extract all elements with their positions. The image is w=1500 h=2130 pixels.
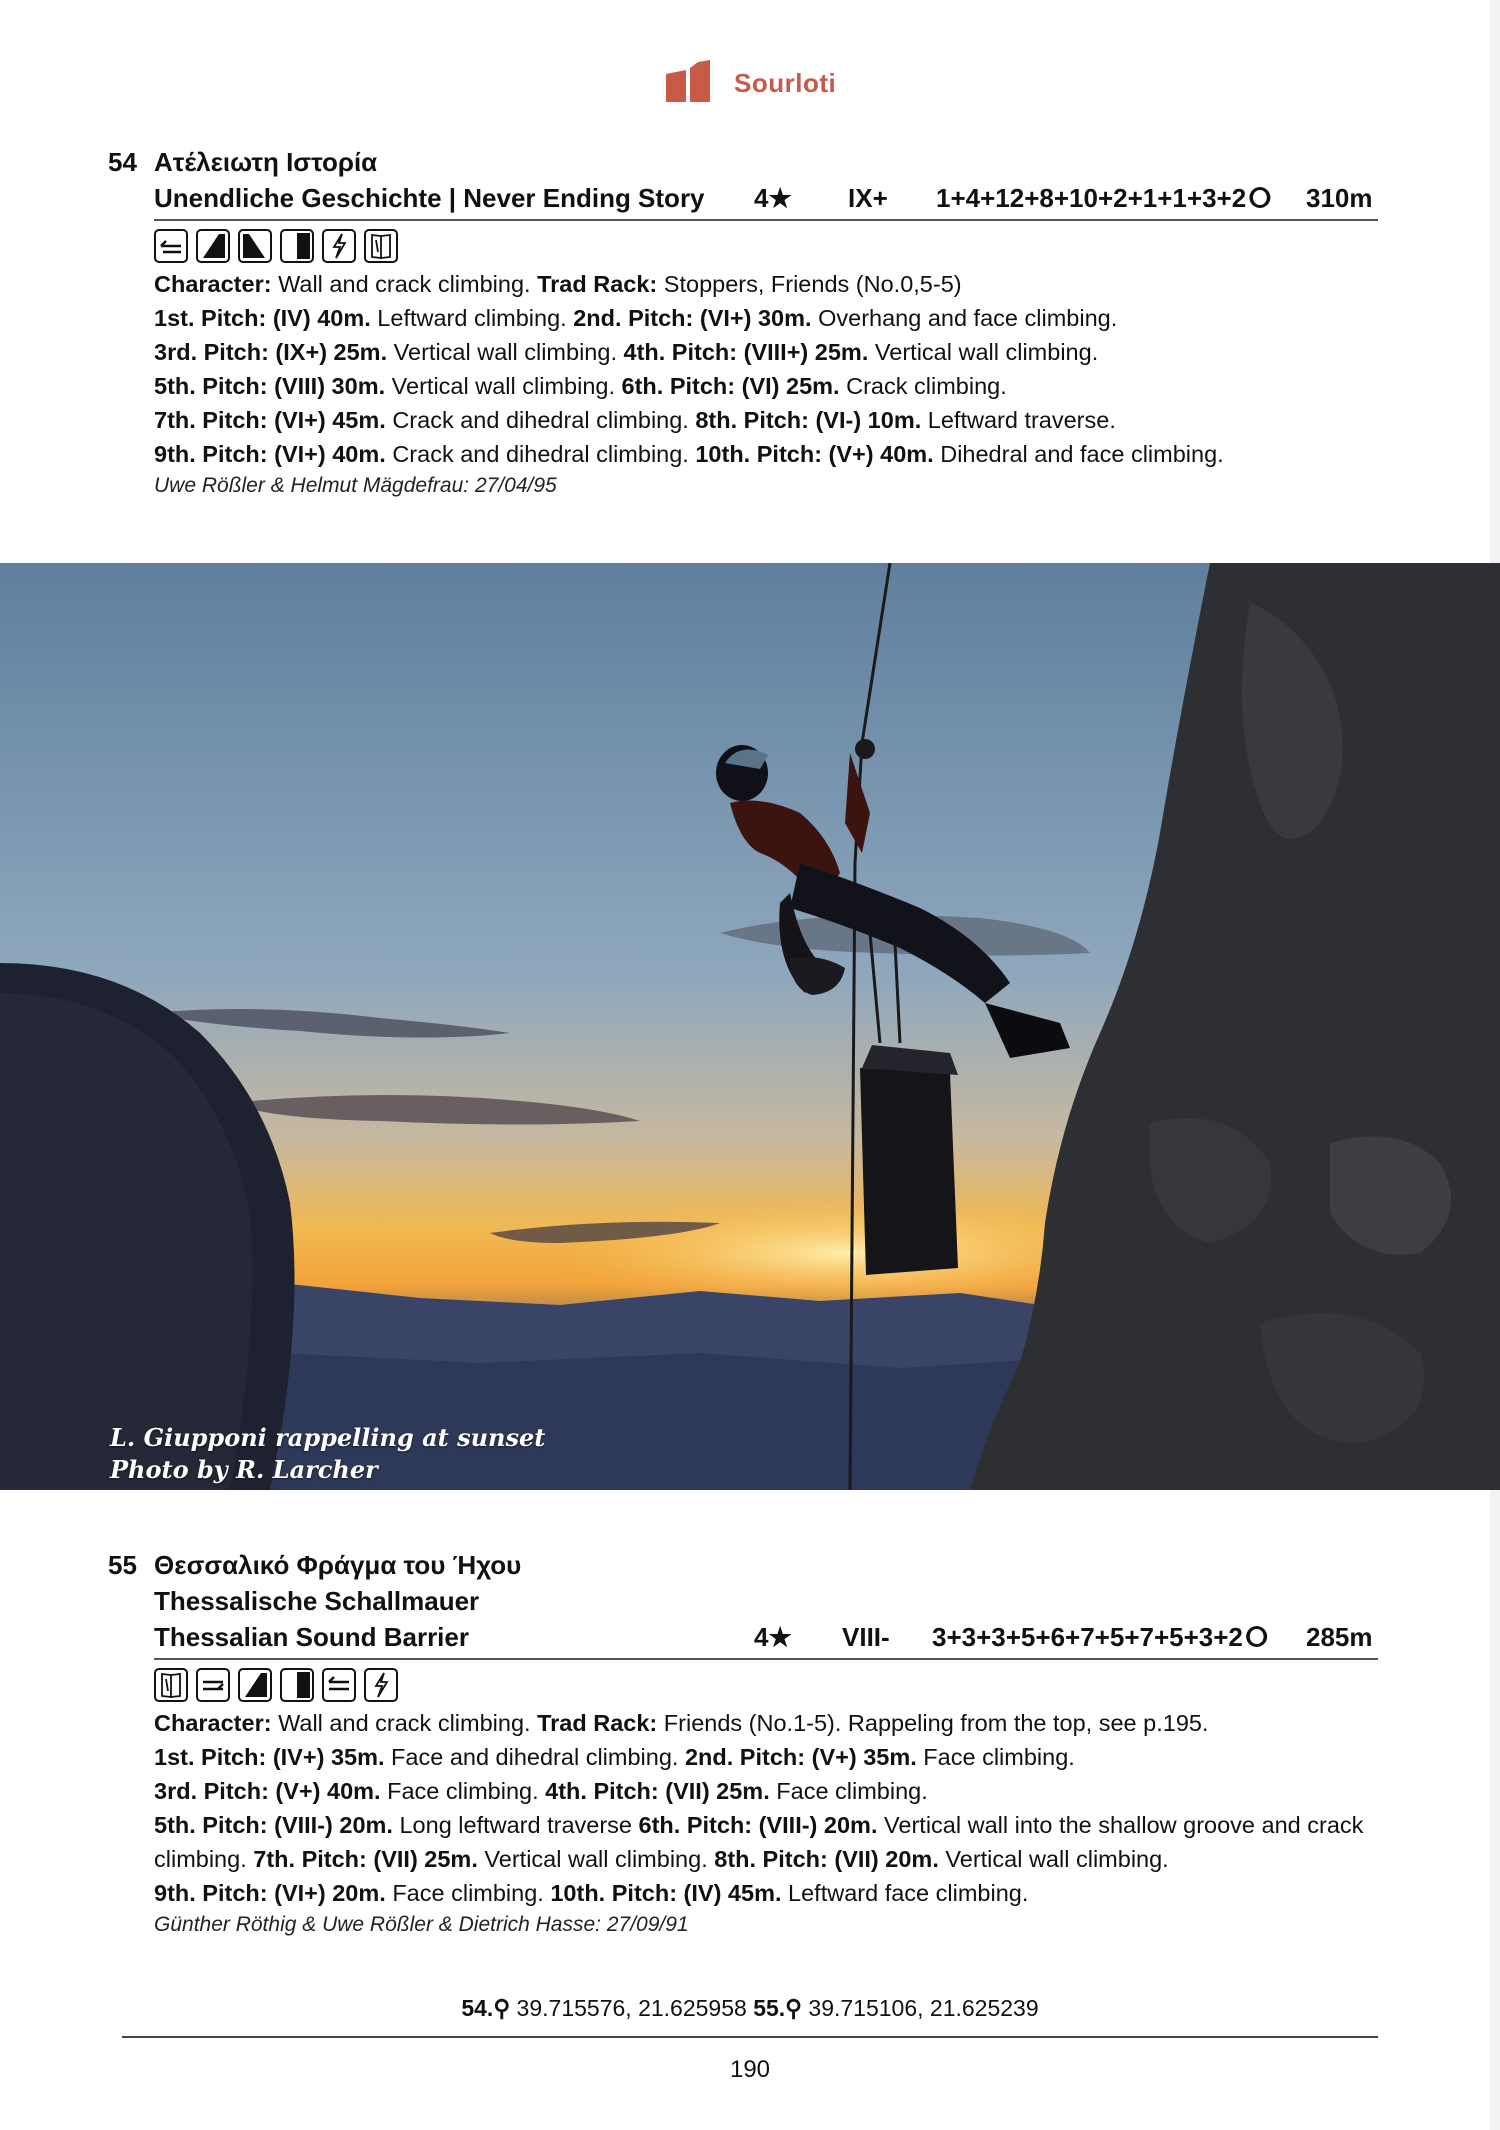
caption-credit: Photo by R. Larcher — [110, 1455, 378, 1484]
character-line: Character: Wall and crack climbing. Trad Rack: Stoppers, Friends (No.0,5-5) — [154, 271, 962, 297]
overhang-left-icon — [196, 229, 230, 263]
gps-coordinates — [0, 1995, 1500, 2022]
route-grade: VIII- — [842, 1622, 890, 1652]
traverse-icon — [322, 1668, 356, 1702]
wall-icon — [280, 229, 314, 263]
route-title-greek: Θεσσαλικό Φράγμα του Ήχου — [154, 1550, 522, 1580]
pitch-line: 9th. Pitch: (VI+) 20m. Face climbing. 10th. Pitch: (IV) 45m. Leftward face climbing. — [154, 1880, 1029, 1906]
route-length: 285m — [1306, 1622, 1373, 1652]
footer-divider — [122, 2036, 1378, 2038]
route-number: 54 — [108, 147, 137, 177]
route-55 — [108, 1548, 1380, 1948]
brand-name: Sourloti — [734, 68, 837, 98]
pitch-line: 7th. Pitch: (VI+) 45m. Crack and dihedral climbing. 8th. Pitch: (VI-) 10m. Leftward traverse. — [154, 407, 1116, 433]
character-line: Character: Wall and crack climbing. Trad Rack: Friends (No.1-5). Rappeling from the top, see p.195. — [154, 1710, 1209, 1736]
slab-icon — [196, 1668, 230, 1702]
overhang-right-icon — [238, 229, 272, 263]
overhang-left-icon — [238, 1668, 272, 1702]
route-title-german: Thessalische Schallmauer — [154, 1586, 480, 1616]
route-description — [154, 1706, 1394, 1940]
pitch-line: 3rd. Pitch: (IX+) 25m. Vertical wall climbing. 4th. Pitch: (VIII+) 25m. Vertical wall climbing. — [154, 339, 1099, 365]
book-icon — [154, 1668, 188, 1702]
page-number: 190 — [729, 2056, 771, 2083]
slab-icon — [154, 229, 188, 263]
photo-illustration — [0, 563, 1500, 1490]
pitch-line: 9th. Pitch: (VI+) 40m. Crack and dihedral climbing. 10th. Pitch: (V+) 40m. Dihedral and face climbing. — [154, 441, 1224, 467]
climbing-photo — [0, 563, 1500, 1490]
coord-label: 54.⚲ — [461, 1995, 511, 2021]
route-54 — [108, 145, 1380, 515]
route-number: 55 — [108, 1550, 137, 1580]
route-stars: 4★ — [754, 1622, 792, 1652]
caption-line: L. Giupponi rappelling at sunset — [110, 1423, 546, 1452]
coord-value: 39.715106, 21.625239 — [802, 1995, 1039, 2021]
book-icon — [364, 229, 398, 263]
route-title: Thessalian Sound Barrier — [154, 1622, 469, 1652]
photo-caption — [110, 1422, 545, 1486]
route-stars: 4★ — [754, 183, 792, 213]
coord-label: 55.⚲ — [753, 1995, 803, 2021]
route-title-greek: Ατέλειωτη Ιστορία — [154, 147, 378, 177]
first-ascent: Günther Röthig & Uwe Rößler & Dietrich Hasse: 27/09/91 — [154, 1913, 689, 1936]
pitch-line: 1st. Pitch: (IV+) 35m. Face and dihedral climbing. 2nd. Pitch: (V+) 35m. Face climbing. — [154, 1744, 1075, 1770]
route-length: 310m — [1306, 183, 1373, 213]
route-title: Unendliche Geschichte | Never Ending Story — [154, 183, 705, 213]
first-ascent: Uwe Rößler & Helmut Mägdefrau: 27/04/95 — [154, 474, 557, 497]
pitch-line: 1st. Pitch: (IV) 40m. Leftward climbing. 2nd. Pitch: (VI+) 30m. Overhang and face climbing. — [154, 305, 1118, 331]
sourloti-logo-icon — [664, 60, 712, 102]
wall-icon — [280, 1668, 314, 1702]
route-grade: IX+ — [848, 183, 888, 213]
lightning-icon — [322, 229, 356, 263]
route-icons — [154, 229, 398, 263]
coord-value: 39.715576, 21.625958 — [510, 1995, 754, 2021]
page-header — [0, 60, 1500, 110]
pitch-line: 3rd. Pitch: (V+) 40m. Face climbing. 4th. Pitch: (VII) 25m. Face climbing. — [154, 1778, 928, 1804]
route-description — [154, 267, 1394, 501]
route-protection: 3+3+3+5+6+7+5+7+5+3+2 ⵔ — [932, 1622, 1269, 1652]
lightning-icon — [364, 1668, 398, 1702]
pitch-line: 5th. Pitch: (VIII) 30m. Vertical wall climbing. 6th. Pitch: (VI) 25m. Crack climbing. — [154, 373, 1007, 399]
route-icons — [154, 1668, 398, 1702]
pitch-line: 5th. Pitch: (VIII-) 20m. Long leftward traverse 6th. Pitch: (VIII-) 20m. Vertical wall into the shallow groove and crack climbing. 7th. Pitch: (VII) 25m. Vertical wall climbing. 8th. Pitch: (VII) 20m. Vertical wall climbing. — [154, 1812, 1364, 1872]
title-divider — [154, 219, 1378, 221]
title-divider — [154, 1658, 1378, 1660]
route-protection: 1+4+12+8+10+2+1+1+3+2 ⵔ — [936, 183, 1272, 213]
